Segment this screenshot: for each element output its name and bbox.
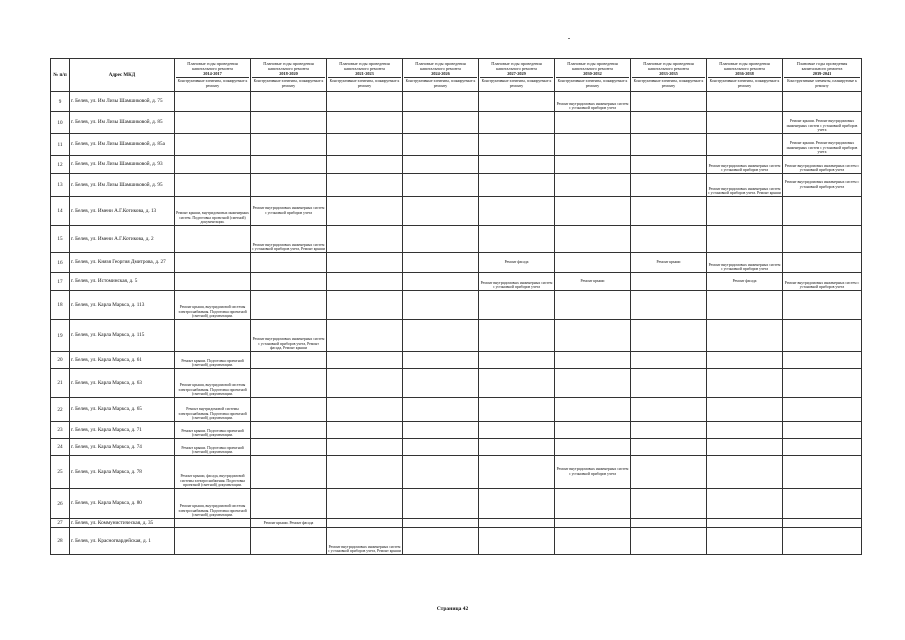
repair-works-cell <box>327 226 403 253</box>
repair-works-cell <box>251 253 327 273</box>
repair-works-cell <box>403 519 479 528</box>
table-row <box>51 174 862 197</box>
repair-works-cell <box>479 226 555 253</box>
row-number: 27 <box>51 519 70 528</box>
repair-works-cell <box>479 528 555 555</box>
repair-works-cell <box>707 112 783 134</box>
table-row <box>51 253 862 273</box>
repair-works-cell <box>327 439 403 456</box>
repair-works-cell <box>327 352 403 369</box>
page-number: Страница 42 <box>436 606 469 612</box>
row-address: г. Белев, ул. Им Лизы Шамшиковой, д. 85 <box>70 112 175 134</box>
repair-works-cell <box>403 92 479 112</box>
repair-works-cell <box>707 352 783 369</box>
header-num: № п/п <box>51 59 70 92</box>
repair-works-cell <box>327 519 403 528</box>
repair-works-cell: Ремонт внутридомовых инженерных систем с установкой приборов учета <box>251 197 327 226</box>
row-number: 14 <box>51 197 70 226</box>
repair-works-cell: Ремонт внутридомовых инженерных систем с установкой приборов учета, Ремонт крыши <box>251 226 327 253</box>
row-number: 9 <box>51 92 70 112</box>
repair-works-cell <box>479 112 555 134</box>
repair-works-cell: Ремонт крыши. Подготовка проектной (сметной) документации. <box>175 352 251 369</box>
repair-works-cell <box>327 369 403 398</box>
elements-caption: Конструктивные элементы, планируемые к ремонту <box>709 79 780 88</box>
repair-works-cell <box>403 291 479 320</box>
repair-works-cell <box>251 291 327 320</box>
repair-works-cell <box>555 528 631 555</box>
elements-caption: Конструктивные элементы, планируемые к ремонту <box>405 79 476 88</box>
repair-works-cell <box>555 253 631 273</box>
row-address: г. Белев, ул. Им Лизы Шамшиковой, д. 85а <box>70 134 175 156</box>
row-number: 22 <box>51 398 70 422</box>
period-years: 2021-2023 <box>355 71 374 76</box>
repair-works-cell: Ремонт внутридомовых инженерных систем с установкой приборов учета <box>479 273 555 291</box>
repair-works-cell <box>631 134 707 156</box>
repair-works-cell <box>479 398 555 422</box>
repair-works-cell <box>403 197 479 226</box>
header-period-6 <box>555 59 631 92</box>
period-caption: Плановые годы проведения капитального ремонта <box>796 61 848 71</box>
repair-works-cell <box>707 489 783 519</box>
elements-caption: Конструктивные элементы, планируемые к ремонту <box>557 79 628 88</box>
row-number: 25 <box>51 456 70 489</box>
repair-works-cell: Ремонт крыши <box>555 273 631 291</box>
repair-works-cell <box>555 352 631 369</box>
repair-works-cell <box>403 253 479 273</box>
repair-works-cell <box>403 226 479 253</box>
row-number: 26 <box>51 489 70 519</box>
table-row <box>51 291 862 320</box>
repair-works-cell <box>251 156 327 174</box>
repair-works-cell <box>327 253 403 273</box>
repair-works-cell <box>403 398 479 422</box>
repair-works-cell <box>707 528 783 555</box>
repair-works-cell <box>251 174 327 197</box>
repair-works-cell <box>631 439 707 456</box>
repair-works-cell <box>403 369 479 398</box>
repair-works-cell: Ремонт внутридомовых инженерных систем с установкой приборов учета <box>783 174 862 197</box>
repair-works-cell <box>707 320 783 352</box>
repair-works-cell <box>251 439 327 456</box>
repair-works-cell <box>555 489 631 519</box>
repair-works-cell <box>631 456 707 489</box>
table-row <box>51 398 862 422</box>
repair-works-cell <box>327 456 403 489</box>
repair-works-cell <box>175 92 251 112</box>
period-years: 2030-2032 <box>583 71 602 76</box>
repair-works-cell <box>479 156 555 174</box>
repair-works-cell: Ремонт внутридомовых инженерных систем с установкой приборов учета, Ремонт крыши <box>327 528 403 555</box>
table-row <box>51 156 862 174</box>
repair-works-cell <box>327 320 403 352</box>
repair-works-cell <box>631 519 707 528</box>
repair-works-cell: Ремонт крыши, внутридомовой системы электроснабжения. Подготовка проектной (сметной) документации. <box>175 489 251 519</box>
repair-works-cell <box>783 369 862 398</box>
row-number: 23 <box>51 422 70 439</box>
repair-works-cell <box>783 456 862 489</box>
period-years: 2033-2035 <box>659 71 678 76</box>
row-address: г. Белев, ул. Карла Маркса, д. 71 <box>70 422 175 439</box>
table-row <box>51 528 862 555</box>
header-period-7 <box>631 59 707 92</box>
repair-works-cell <box>403 489 479 519</box>
row-number: 21 <box>51 369 70 398</box>
repair-works-cell: Ремонт крыши. Ремонт внутридомовых инженерных систем с установкой приборов учета <box>783 112 862 134</box>
row-address: г. Белев, ул. Имени А.Г.Котикова, д. 2 <box>70 226 175 253</box>
repair-works-cell <box>403 439 479 456</box>
header-period-4 <box>403 59 479 92</box>
table-row <box>51 519 862 528</box>
period-caption: Плановые годы проведения капитального ремонта <box>339 61 390 71</box>
repair-works-cell <box>403 134 479 156</box>
repair-works-cell <box>783 398 862 422</box>
repair-works-cell <box>783 320 862 352</box>
repair-works-cell <box>175 174 251 197</box>
repair-works-cell <box>555 197 631 226</box>
repair-works-cell <box>403 352 479 369</box>
repair-works-cell: Ремонт внутридомовых инженерных систем с установкой приборов учета <box>555 92 631 112</box>
repair-works-cell <box>327 489 403 519</box>
repair-works-cell <box>479 174 555 197</box>
repair-works-cell: Ремонт фасада <box>707 273 783 291</box>
repair-works-cell: Ремонт внутридомовых инженерных систем с установкой приборов учета <box>707 253 783 273</box>
row-address: г. Белев, ул. Истоминская, д. 5 <box>70 273 175 291</box>
repair-works-cell <box>327 112 403 134</box>
repair-works-cell <box>327 398 403 422</box>
table-row <box>51 134 862 156</box>
row-number: 15 <box>51 226 70 253</box>
elements-caption: Конструктивные элементы, планируемые к ремонту <box>329 79 400 88</box>
repair-works-cell <box>783 253 862 273</box>
repair-works-cell <box>555 320 631 352</box>
elements-caption: Конструктивные элементы, планируемые к ремонту <box>253 79 324 88</box>
repair-works-cell <box>707 369 783 398</box>
repair-works-cell <box>631 489 707 519</box>
repair-works-cell <box>327 174 403 197</box>
repair-works-cell <box>631 92 707 112</box>
repair-works-cell <box>251 134 327 156</box>
repair-works-cell <box>631 528 707 555</box>
repair-works-cell <box>707 422 783 439</box>
period-years: 2014-2017 <box>203 71 222 76</box>
header-period-8 <box>707 59 783 92</box>
repair-works-cell <box>631 226 707 253</box>
repair-works-cell <box>555 398 631 422</box>
row-number: 20 <box>51 352 70 369</box>
repair-works-cell <box>631 352 707 369</box>
repair-works-cell <box>251 112 327 134</box>
header-row <box>51 59 862 92</box>
repair-works-cell <box>783 422 862 439</box>
repair-works-cell <box>555 174 631 197</box>
row-address: г. Белев, ул. Красногвардейская, д. 1 <box>70 528 175 555</box>
repair-works-cell <box>707 398 783 422</box>
repair-works-cell <box>403 112 479 134</box>
repair-works-cell <box>175 253 251 273</box>
scan-dot <box>568 38 570 39</box>
repair-works-cell <box>631 422 707 439</box>
repair-works-cell <box>479 134 555 156</box>
repair-works-cell <box>479 439 555 456</box>
repair-works-cell <box>479 197 555 226</box>
repair-works-cell <box>251 273 327 291</box>
period-years: 2027-2029 <box>507 71 526 76</box>
elements-caption: Конструктивные элементы, планируемые к ремонту <box>633 79 704 88</box>
table-row <box>51 369 862 398</box>
row-number: 19 <box>51 320 70 352</box>
period-years: 2024-2026 <box>431 71 450 76</box>
period-years: 2018-2020 <box>279 71 298 76</box>
header-period-5 <box>479 59 555 92</box>
repair-works-cell <box>327 134 403 156</box>
table-row <box>51 112 862 134</box>
repair-works-cell: Ремонт внутридомовых инженерных систем с установкой приборов учета <box>783 273 862 291</box>
repair-works-cell <box>479 92 555 112</box>
repair-works-cell <box>251 369 327 398</box>
table-row <box>51 352 862 369</box>
period-caption: Плановые годы проведения капитального ремонта <box>187 61 238 71</box>
repair-works-cell <box>403 422 479 439</box>
row-number: 28 <box>51 528 70 555</box>
repair-works-cell <box>251 398 327 422</box>
repair-works-cell <box>479 320 555 352</box>
row-address: г. Белев, ул. Карла Маркса, д. 115 <box>70 320 175 352</box>
repair-works-cell <box>555 422 631 439</box>
repair-works-cell <box>631 291 707 320</box>
repair-works-cell <box>783 291 862 320</box>
row-number: 10 <box>51 112 70 134</box>
repair-works-cell <box>631 174 707 197</box>
table-row <box>51 456 862 489</box>
repair-works-cell <box>403 174 479 197</box>
period-years: 2039-2041 <box>812 71 832 76</box>
repair-works-cell <box>631 369 707 398</box>
repair-works-cell <box>251 456 327 489</box>
table-row <box>51 320 862 352</box>
row-number: 17 <box>51 273 70 291</box>
repair-works-cell <box>783 489 862 519</box>
repair-works-cell: Ремонт крыши, внутридомовой системы электроснабжения. Подготовка проектной (сметной) документации. <box>175 291 251 320</box>
repair-works-cell: Ремонт крыши. Ремонт внутридомовых инженерных систем с установкой приборов учета <box>783 134 862 156</box>
repair-works-cell <box>327 92 403 112</box>
row-number: 13 <box>51 174 70 197</box>
row-address: г. Белев, ул. Карла Маркса, д. 80 <box>70 489 175 519</box>
repair-works-cell <box>175 273 251 291</box>
period-years: 2036-2038 <box>735 71 754 76</box>
repair-works-cell <box>555 439 631 456</box>
row-address: г. Белев, ул. Князя Георгия Дмитрова, д. 27 <box>70 253 175 273</box>
repair-works-cell <box>555 112 631 134</box>
row-address: г. Белев, ул. Карла Маркса, д. 78 <box>70 456 175 489</box>
repair-works-cell <box>783 439 862 456</box>
row-address: г. Белев, ул. Коммунистическая, д. 35 <box>70 519 175 528</box>
period-caption: Плановые годы проведения капитального ремонта <box>415 61 466 71</box>
repair-works-cell <box>783 226 862 253</box>
period-caption: Плановые годы проведения капитального ремонта <box>263 61 314 71</box>
repair-works-cell <box>403 456 479 489</box>
row-address: г. Белев, ул. Карла Маркса, д. 74 <box>70 439 175 456</box>
repair-works-cell <box>555 226 631 253</box>
repair-works-cell <box>479 352 555 369</box>
repair-works-cell: Ремонт крыши. Подготовка проектной (сметной) документации. <box>175 422 251 439</box>
repair-works-cell <box>479 519 555 528</box>
repair-works-cell <box>555 291 631 320</box>
elements-caption: Конструктивные элементы, планируемые к ремонту <box>177 79 248 88</box>
period-caption: Плановые годы проведения капитального ремонта <box>567 61 618 71</box>
repair-works-cell <box>403 273 479 291</box>
row-address: г. Белев, ул. Карла Маркса, д. 65 <box>70 398 175 422</box>
repair-works-cell <box>403 528 479 555</box>
repair-works-cell <box>631 320 707 352</box>
row-number: 18 <box>51 291 70 320</box>
repair-works-cell <box>783 92 862 112</box>
repair-works-cell <box>327 291 403 320</box>
row-address: г. Белев, ул. Карла Маркса, д. 63 <box>70 369 175 398</box>
elements-caption: Конструктивные элементы, планируемые к ремонту <box>784 77 860 89</box>
repair-works-cell <box>631 398 707 422</box>
table-row <box>51 273 862 291</box>
repair-works-cell <box>479 422 555 439</box>
repair-works-cell <box>175 134 251 156</box>
repair-works-cell <box>783 519 862 528</box>
repair-works-cell <box>479 291 555 320</box>
table-row <box>51 439 862 456</box>
repair-works-cell <box>555 369 631 398</box>
repair-works-cell <box>707 439 783 456</box>
row-number: 16 <box>51 253 70 273</box>
repair-works-cell <box>555 134 631 156</box>
repair-works-cell <box>479 369 555 398</box>
repair-works-cell <box>707 226 783 253</box>
repair-works-cell <box>175 320 251 352</box>
repair-works-cell <box>707 291 783 320</box>
repair-works-cell: Ремонт крыши. Ремонт фасада <box>251 519 327 528</box>
repair-works-cell <box>707 134 783 156</box>
repair-works-cell: Ремонт крыши, внутридомовой системы электроснабжения. Подготовка проектной (сметной) документации. <box>175 369 251 398</box>
repair-works-cell: Ремонт крыши, фасада, внутридомовой системы электроснабжения. Подготовка проектной (сметной) документации. <box>175 456 251 489</box>
repair-works-cell: Ремонт крыши <box>631 253 707 273</box>
repair-works-cell <box>631 156 707 174</box>
capital-repair-table <box>50 58 862 555</box>
header-period-3 <box>327 59 403 92</box>
repair-works-cell <box>707 519 783 528</box>
row-number: 24 <box>51 439 70 456</box>
repair-works-cell <box>631 273 707 291</box>
header-period-2 <box>251 59 327 92</box>
repair-works-cell <box>175 519 251 528</box>
repair-works-cell: Ремонт крыши. Подготовка проектной (сметной) документации. <box>175 439 251 456</box>
repair-works-cell <box>175 226 251 253</box>
row-address: г. Белев, ул. Карла Маркса, д. 61 <box>70 352 175 369</box>
repair-works-cell <box>251 422 327 439</box>
repair-works-cell: Ремонт внутридомовых инженерных систем с установкой приборов учета <box>783 156 862 174</box>
period-caption: Плановые годы проведения капитального ремонта <box>719 61 770 71</box>
header-address: Адрес МКД <box>70 59 175 92</box>
repair-works-cell: Ремонт фасада <box>479 253 555 273</box>
table-row <box>51 92 862 112</box>
row-address: г. Белев, ул. Им Лизы Шамшиковой, д. 75 <box>70 92 175 112</box>
repair-works-cell <box>327 197 403 226</box>
repair-works-cell: Ремонт внутридомовых инженерных систем с установкой приборов учета. Ремонт крыши <box>707 174 783 197</box>
repair-works-cell <box>631 197 707 226</box>
repair-works-cell <box>175 528 251 555</box>
row-number: 11 <box>51 134 70 156</box>
row-address: г. Белев, ул. Им Лизы Шамшиковой, д. 93 <box>70 156 175 174</box>
repair-works-cell <box>251 528 327 555</box>
table-row <box>51 197 862 226</box>
table-body <box>51 92 862 555</box>
repair-works-cell <box>251 489 327 519</box>
repair-works-cell <box>631 112 707 134</box>
header-period-9 <box>783 59 862 92</box>
header-period-1 <box>175 59 251 92</box>
repair-works-cell: Ремонт внутридомовых инженерных систем с установкой приборов учета <box>555 456 631 489</box>
repair-works-cell <box>403 320 479 352</box>
repair-works-cell <box>251 352 327 369</box>
repair-works-cell <box>327 156 403 174</box>
repair-works-cell: Ремонт внутридомовой системы электроснабжения. Подготовка проектной (сметной) документации. <box>175 398 251 422</box>
repair-works-cell: Ремонт внутридомовых инженерных систем с установкой приборов учета, Ремонт фасада, Ремонт крыши <box>251 320 327 352</box>
repair-works-cell <box>327 422 403 439</box>
table-row <box>51 226 862 253</box>
row-number: 12 <box>51 156 70 174</box>
repair-works-cell <box>707 197 783 226</box>
row-address: г. Белев, ул. Карла Маркса, д. 113 <box>70 291 175 320</box>
repair-works-cell <box>479 456 555 489</box>
repair-works-cell <box>783 197 862 226</box>
repair-works-cell <box>327 273 403 291</box>
repair-works-cell <box>707 92 783 112</box>
table-row <box>51 422 862 439</box>
repair-works-cell <box>479 489 555 519</box>
row-address: г. Белев, ул. Им Лизы Шамшиковой, д. 95 <box>70 174 175 197</box>
repair-works-cell <box>555 156 631 174</box>
repair-works-cell <box>707 456 783 489</box>
repair-works-cell <box>175 112 251 134</box>
repair-works-cell <box>783 528 862 555</box>
repair-works-cell: Ремонт внутридомовых инженерных систем с установкой приборов учета <box>707 156 783 174</box>
repair-works-cell <box>783 352 862 369</box>
repair-works-cell <box>403 156 479 174</box>
repair-works-cell <box>555 519 631 528</box>
period-caption: Плановые годы проведения капитального ремонта <box>491 61 542 71</box>
repair-works-cell: Ремонт крыши, внутридомовых инженерных систем. Подготовка проектной (сметной) документации. <box>175 197 251 226</box>
row-address: г. Белев, ул. Имени А.Г.Котикова, д. 13 <box>70 197 175 226</box>
repair-works-cell <box>251 92 327 112</box>
table-row <box>51 489 862 519</box>
period-caption: Плановые годы проведения капитального ремонта <box>643 61 694 71</box>
repair-works-cell <box>175 156 251 174</box>
elements-caption: Конструктивные элементы, планируемые к ремонту <box>481 79 552 88</box>
